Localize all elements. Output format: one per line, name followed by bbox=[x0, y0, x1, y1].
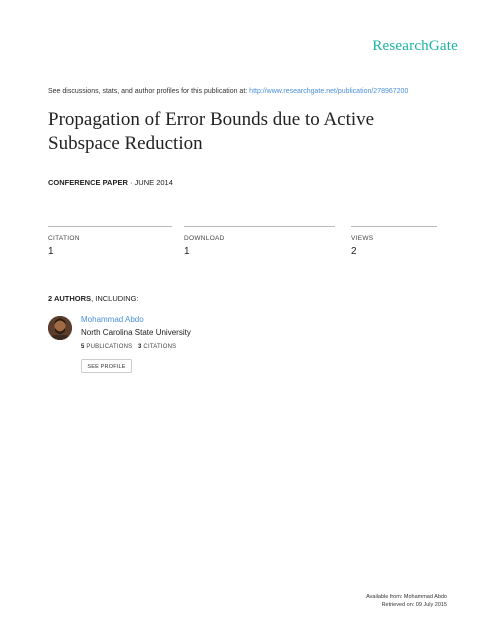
citations-label: CITATIONS bbox=[141, 344, 177, 350]
source-prefix: See discussions, stats, and author profiles for this publication at: bbox=[48, 88, 250, 95]
paper-type-separator: · bbox=[127, 178, 135, 187]
stat-value: 2 bbox=[351, 246, 357, 257]
paper-type-line bbox=[48, 178, 173, 187]
paper-title bbox=[48, 108, 448, 156]
stat-value: 1 bbox=[48, 246, 54, 257]
stat-views bbox=[351, 226, 437, 257]
paper-title-line: Subspace Reduction bbox=[48, 133, 203, 154]
avatar[interactable] bbox=[48, 316, 72, 340]
paper-date: JUNE 2014 bbox=[134, 178, 173, 187]
stat-value: 1 bbox=[184, 246, 190, 257]
researchgate-logo[interactable]: ResearchGate bbox=[372, 38, 458, 54]
stat-label: CITATION bbox=[48, 235, 80, 242]
stat-citation bbox=[48, 226, 172, 257]
publications-count: 5 bbox=[81, 344, 85, 350]
stat-download bbox=[184, 226, 335, 257]
publication-link[interactable]: http://www.researchgate.net/publication/278967200 bbox=[249, 88, 409, 95]
available-from: Available from: Mohammad Abdo bbox=[366, 594, 447, 600]
author-name-link[interactable]: Mohammad Abdo bbox=[81, 315, 144, 324]
authors-suffix: , INCLUDING: bbox=[91, 294, 139, 303]
publications-label: PUBLICATIONS bbox=[84, 344, 133, 350]
paper-type: CONFERENCE PAPER bbox=[48, 178, 128, 187]
author-institution: North Carolina State University bbox=[81, 328, 191, 337]
stat-label: DOWNLOAD bbox=[184, 235, 225, 242]
stat-label: VIEWS bbox=[351, 235, 374, 242]
avatar-image bbox=[48, 316, 72, 340]
authors-count: 2 AUTHORS bbox=[48, 294, 92, 303]
source-line bbox=[48, 88, 408, 95]
author-stats bbox=[81, 344, 176, 350]
see-profile-button[interactable]: SEE PROFILE bbox=[81, 359, 132, 373]
paper-title-line: Propagation of Error Bounds due to Active bbox=[48, 109, 375, 130]
citations-count: 3 bbox=[138, 344, 142, 350]
retrieved-on: Retrieved on: 09 July 2015 bbox=[381, 602, 447, 608]
authors-heading bbox=[48, 294, 139, 303]
